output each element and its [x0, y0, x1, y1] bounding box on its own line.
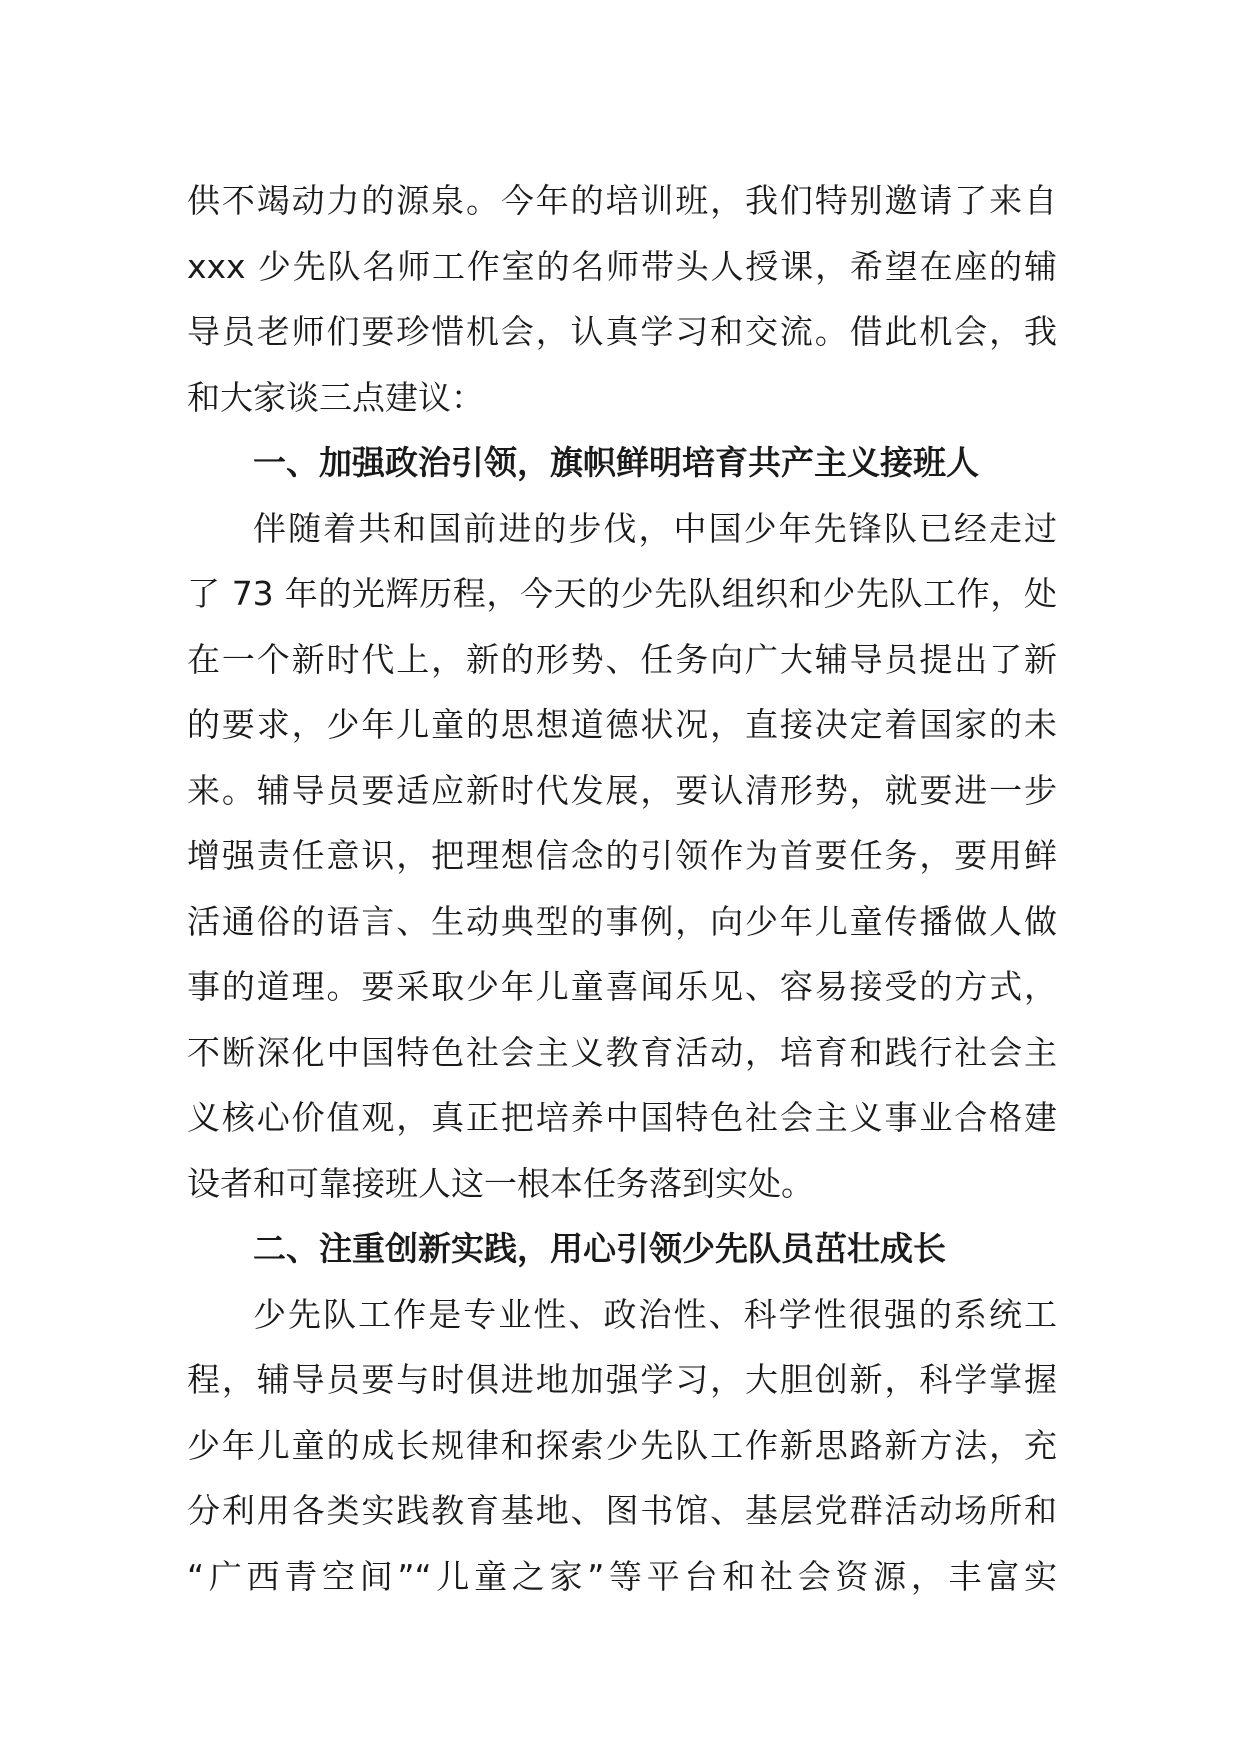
text-line: 事的道理。要采取少年儿童喜闻乐见、容易接受的方式，	[187, 967, 1057, 1006]
text-line: 增强责任意识，把理想信念的引领作为首要任务，要用鲜	[187, 836, 1057, 875]
text-line: 程，辅导员要与时俱进地加强学习，大胆创新，科学掌握	[187, 1360, 1057, 1399]
text-line: 了 73 年的光辉历程，今天的少先队组织和少先队工作，处	[187, 574, 1057, 613]
paragraph-first-line: 伴随着共和国前进的步伐，中国少年先锋队已经走过	[253, 508, 1057, 548]
section-heading-1: 一、加强政治引领，旗帜鲜明培育共产主义接班人	[253, 443, 979, 482]
text-line: 和大家谈三点建议：	[187, 377, 484, 417]
text-line: 来。辅导员要适应新时代发展，要认清形势，就要进一步	[187, 770, 1057, 810]
text-line: 的要求，少年儿童的思想道德状况，直接决定着国家的未	[187, 705, 1057, 744]
text-line: 不断深化中国特色社会主义教育活动，培育和践行社会主	[187, 1032, 1057, 1072]
text-line: 活通俗的语言、生动典型的事例，向少年儿童传播做人做	[187, 901, 1057, 941]
text-line: 义核心价值观，真正把培养中国特色社会主义事业合格建	[187, 1098, 1057, 1137]
text-line: 在一个新时代上，新的形势、任务向广大辅导员提出了新	[187, 639, 1057, 679]
text-line: xxx 少先队名师工作室的名师带头人授课，希望在座的辅	[187, 246, 1057, 286]
text-line: 少年儿童的成长规律和探索少先队工作新思路新方法，充	[187, 1425, 1057, 1465]
text-line: 分利用各类实践教育基地、图书馆、基层党群活动场所和	[187, 1491, 1057, 1530]
text-line: “广西青空间”“儿童之家”等平台和社会资源，丰富实	[187, 1556, 1057, 1596]
section-heading-2: 二、注重创新实践，用心引领少先队员茁壮成长	[253, 1229, 946, 1268]
paragraph-first-line: 少先队工作是专业性、政治性、科学性很强的系统工	[253, 1294, 1057, 1334]
text-line: 供不竭动力的源泉。今年的培训班，我们特别邀请了来自	[187, 181, 1057, 220]
text-line: 导员老师们要珍惜机会，认真学习和交流。借此机会，我	[187, 312, 1057, 351]
text-line: 设者和可靠接班人这一根本任务落到实处。	[187, 1163, 814, 1203]
document-body	[187, 168, 1057, 1609]
